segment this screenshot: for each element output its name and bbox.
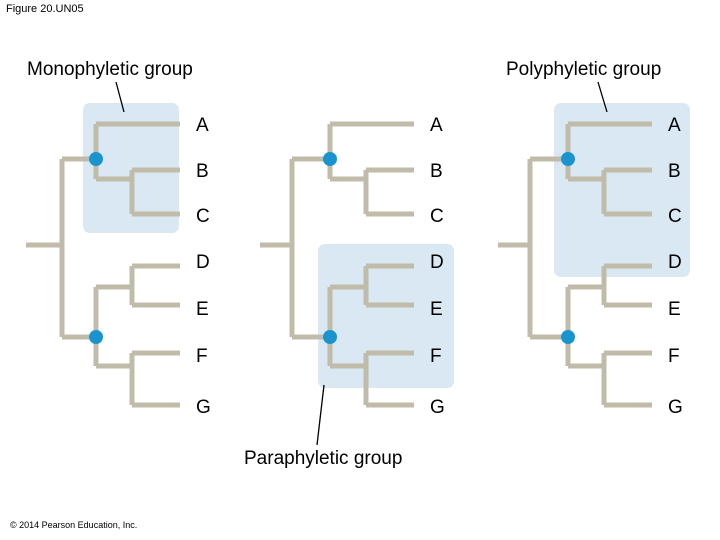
taxon-label: C bbox=[196, 206, 210, 227]
node-dot bbox=[323, 330, 337, 344]
taxon-label: D bbox=[196, 252, 210, 273]
taxon-label: D bbox=[668, 252, 682, 273]
taxon-label: A bbox=[196, 115, 209, 136]
node-dot bbox=[561, 152, 575, 166]
taxon-label: D bbox=[430, 252, 444, 273]
node-dot bbox=[89, 330, 103, 344]
taxon-label: E bbox=[668, 299, 681, 320]
taxon-label: B bbox=[196, 161, 209, 182]
taxon-label: E bbox=[430, 299, 443, 320]
taxon-label: C bbox=[668, 206, 682, 227]
taxon-label: B bbox=[668, 161, 681, 182]
taxon-label: G bbox=[196, 397, 211, 418]
taxon-label: F bbox=[668, 346, 680, 367]
paraphyletic-group-label: Paraphyletic group bbox=[244, 448, 403, 469]
taxon-label: F bbox=[196, 346, 208, 367]
taxon-label: F bbox=[430, 346, 442, 367]
taxon-label: A bbox=[430, 115, 443, 136]
taxon-label: A bbox=[668, 115, 681, 136]
taxon-label: E bbox=[196, 299, 209, 320]
paraphyletic-pointer bbox=[317, 385, 324, 445]
taxon-label: C bbox=[430, 206, 444, 227]
copyright-notice: © 2014 Pearson Education, Inc. bbox=[10, 520, 138, 530]
taxon-label: B bbox=[430, 161, 443, 182]
figure-label: Figure 20.UN05 bbox=[6, 3, 84, 15]
node-dot bbox=[89, 152, 103, 166]
monophyletic-group-label: Monophyletic group bbox=[27, 59, 193, 80]
taxon-label: G bbox=[668, 397, 683, 418]
polyphyletic-group-label: Polyphyletic group bbox=[506, 59, 662, 80]
node-dot bbox=[561, 330, 575, 344]
node-dot bbox=[323, 152, 337, 166]
taxon-label: G bbox=[430, 397, 445, 418]
